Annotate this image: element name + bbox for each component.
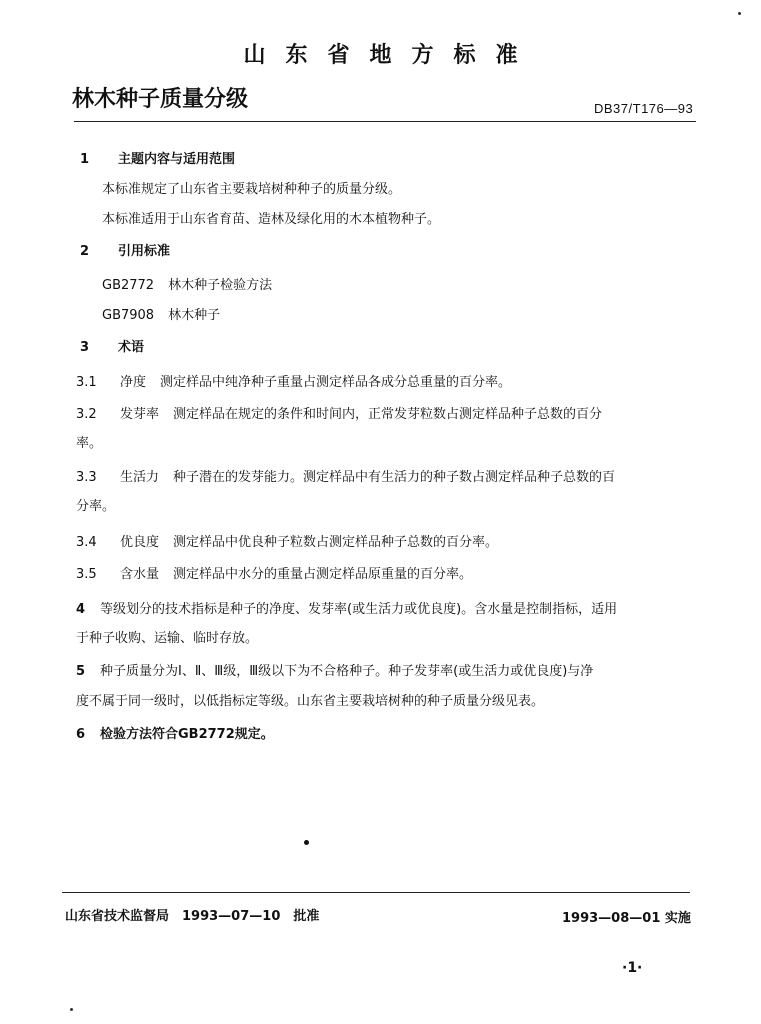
term-3-3-line-2: 分率。: [76, 499, 116, 514]
standard-header: 山东省地方标准: [243, 43, 538, 68]
reference-1: GB2772 林木种子检验方法: [102, 278, 273, 293]
standard-code: DB37/T176—93: [594, 101, 694, 116]
scan-speck: [70, 1008, 73, 1011]
term-3-1: 3.1 净度 测定样品中纯净种子重量占测定样品各成分总重量的百分率。: [76, 375, 512, 390]
section-6: 6 检验方法符合GB2772规定。: [76, 727, 274, 742]
section-1-para-1: 本标准规定了山东省主要栽培树种种子的质量分级。: [102, 182, 402, 197]
section-3-heading: 3 术语: [80, 340, 145, 355]
term-3-2-line-1: 3.2 发芽率 测定样品在规定的条件和时间内，正常发芽粒数占测定样品种子总数的百分: [76, 407, 603, 422]
document-title: 林木种子质量分级: [72, 87, 249, 112]
term-3-3-line-1: 3.3 生活力 种子潜在的发芽能力。测定样品中有生活力的种子数占测定样品种子总数的百: [76, 470, 616, 485]
section-1-heading: 1 主题内容与适用范围: [80, 152, 236, 167]
section-5-line-2: 度不属于同一级时，以低指标定等级。山东省主要栽培树种的种子质量分级见表。: [76, 694, 545, 709]
section-2-heading: 2 引用标准: [80, 244, 171, 259]
term-3-5: 3.5 含水量 测定样品中水分的重量占测定样品原重量的百分率。: [76, 567, 473, 582]
scan-speck: [738, 12, 741, 15]
effective-date: 1993—08—01 实施: [562, 911, 691, 926]
section-1-para-2: 本标准适用于山东省育苗、造林及绿化用的木本植物种子。: [102, 212, 441, 227]
stray-ink-dot: [304, 840, 309, 845]
term-3-4: 3.4 优良度 测定样品中优良种子粒数占测定样品种子总数的百分率。: [76, 535, 499, 550]
reference-2: GB7908 林木种子: [102, 308, 221, 323]
page-number: ·1·: [622, 960, 643, 976]
bottom-divider: [62, 892, 690, 893]
term-3-2-line-2: 率。: [76, 436, 103, 451]
section-4-line-2: 于种子收购、运输、临时存放。: [76, 631, 259, 646]
section-5-line-1: 5 种子质量分为Ⅰ、Ⅱ、Ⅲ级，Ⅲ级以下为不合格种子。种子发芽率(或生活力或优良度)与净: [76, 664, 594, 679]
section-4-line-1: 4 等级划分的技术指标是种子的净度、发芽率(或生活力或优良度)。含水量是控制指标，适用: [76, 602, 618, 617]
top-divider: [74, 121, 696, 122]
approval-line: 山东省技术监督局 1993—07—10 批准: [65, 909, 320, 924]
